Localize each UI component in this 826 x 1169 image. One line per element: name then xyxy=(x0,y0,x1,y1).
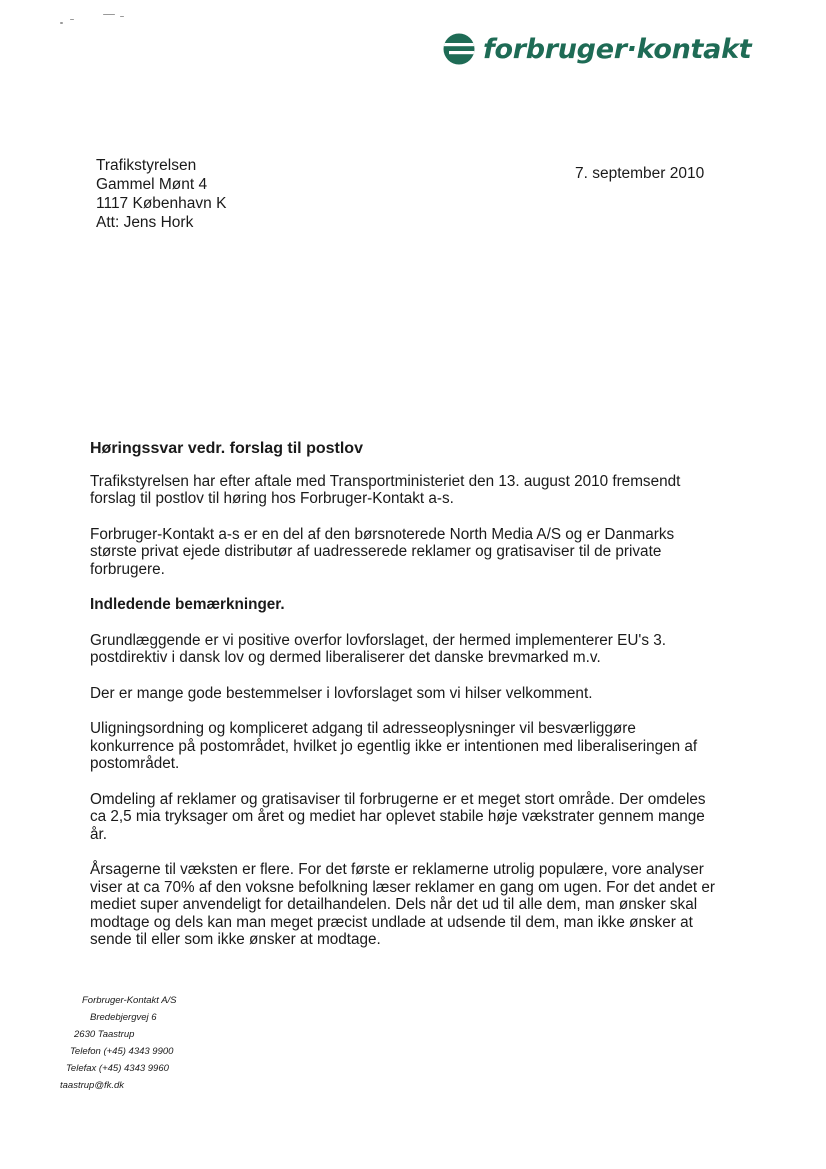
letter-date: 7. september 2010 xyxy=(575,165,705,182)
recipient-street: Gammel Mønt 4 xyxy=(96,176,208,193)
footer-company: Forbruger-Kontakt A/S xyxy=(82,995,177,1006)
footer-email: taastrup@fk.dk xyxy=(60,1080,125,1091)
company-footer xyxy=(60,992,177,1094)
globe-stripes-icon xyxy=(443,32,475,66)
scan-speck xyxy=(70,19,74,20)
section-heading: Indledende bemærkninger. xyxy=(90,596,285,613)
scan-speck xyxy=(103,14,115,15)
paragraph-positive: Grundlæggende er vi positive overfor lovforslaget, der hermed implementerer EU's 3. postdirektiv i dansk lov og dermed liberaliserer det danske brevmarked m.v. xyxy=(90,631,666,666)
paragraph-company: Forbruger-Kontakt a-s er en del af den børsnoterede North Media A/S og er Danmarks største privat ejede distributør af uadresserede reklamer og gratisaviser til de private forbrugere. xyxy=(90,525,675,578)
letter-subject: Høringssvar vedr. forslag til postlov xyxy=(90,440,363,457)
footer-phone: Telefon (+45) 4343 9900 xyxy=(70,1046,174,1057)
footer-city: 2630 Taastrup xyxy=(74,1029,135,1040)
footer-street: Bredebjergvej 6 xyxy=(90,1012,157,1023)
recipient-address xyxy=(96,156,226,232)
letter-body xyxy=(90,440,724,965)
paragraph-reasons: Årsagerne til væksten er flere. For det første er reklamerne utrolig populære, vore analyser viser at ca 70% af den voksne befolkning læser reklamer en gang om ugen. For det andet er mediet super anvendeligt for detailhandelen. Dels når det ud til alle dem, man ønsker skal modtage og dels kan man meget præcist undlade at udsende til dem, man ikke ønsker at sende til eller som ikke ønsker at modtage. xyxy=(90,861,715,948)
footer-fax: Telefax (+45) 4343 9960 xyxy=(66,1063,169,1074)
scan-speck xyxy=(60,22,63,24)
paragraph-concern: Uligningsordning og kompliceret adgang til adresseoplysninger vil besværliggøre konkurrence på postområdet, hvilket jo egentlig ikke er intentionen med liberaliseringen af postområdet. xyxy=(90,720,698,772)
paragraph-distribution: Omdeling af reklamer og gratisaviser til forbrugerne er et meget stort område. Der omdeles ca 2,5 mia tryksager om året og mediet har oplevet stabile høje vækstrater gennem mange år. xyxy=(90,790,706,843)
recipient-name: Trafikstyrelsen xyxy=(96,157,197,174)
logo-wordmark: forbruger·kontakt xyxy=(483,33,752,65)
recipient-attention: Att: Jens Hork xyxy=(96,214,194,231)
scan-speck xyxy=(120,16,124,17)
paragraph-welcome: Der er mange gode bestemmelser i lovforslaget som vi hilser velkomment. xyxy=(90,684,593,702)
recipient-city: 1117 København K xyxy=(96,195,227,212)
paragraph-intro: Trafikstyrelsen har efter aftale med Transportministeriet den 13. august 2010 fremsendt forslag til postlov til høring hos Forbruger-Kontakt a-s. xyxy=(90,472,681,507)
company-logo xyxy=(443,32,751,66)
